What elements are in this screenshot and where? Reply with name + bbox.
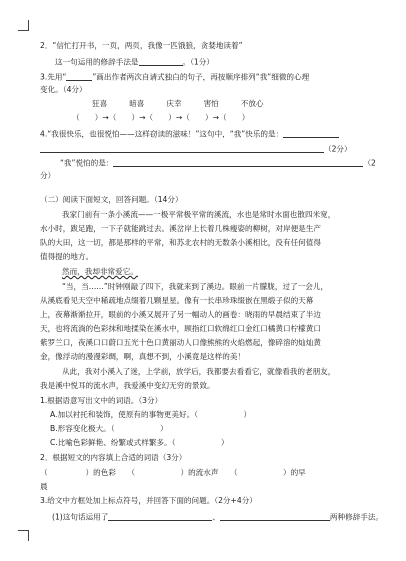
q4-answer-blank-2[interactable] [113, 158, 363, 167]
q2-prompt: 这一句运用的修辞手法是 [55, 57, 139, 67]
q2-line-1: 2．“信忙打开书，一页，两页，我像一匹饿狼，贪婪地读着” [40, 41, 243, 50]
q3-option: 狂喜 [92, 99, 108, 108]
q4-line-1 [40, 129, 339, 138]
q4-line-2 [40, 144, 352, 153]
q3-order-chain[interactable]: （ ）→（ ）→（ ）→（ ）→（ ） [72, 113, 250, 122]
passage-line: 金，像浮动的漫漫彩绸，啊，真想不到，小溪竟是这样的美！ [40, 352, 246, 361]
q3-underline-sample [66, 72, 92, 81]
question-3a-blank-1[interactable] [108, 512, 212, 521]
q2-score: 。（1分） [182, 57, 214, 67]
passage-line: 从溪底看见天空中稀疏地点缀着几颗星星。像有一长串珍珠缀嵌在黑缎子似的天幕 [40, 296, 314, 305]
question-3a-blank-2[interactable] [220, 512, 330, 521]
q2-line-2 [55, 57, 214, 66]
crop-mark-top-left [18, 20, 29, 31]
question-3a-text: (1)这句话运用了 [52, 512, 109, 522]
passage-line: 从此，我对小溪入了迷，上学前，放学后，我都要去看看它，就像看我的老朋友， [62, 367, 336, 376]
q2-answer-blank[interactable] [139, 57, 183, 66]
question-1: 1.根据语意写出文中的词语。（3分） [40, 396, 163, 405]
q3-option: 暗喜 [129, 99, 145, 108]
passage-line: 我是溪中悦耳的流水声，我爱溪中变幻无穷的景致。 [40, 381, 215, 390]
passage-line: 上，夜幕渐渐拉开，眼前的小溪又展开了另一幅动人的画卷：晓雨的早晨结束了半边 [40, 310, 321, 319]
passage-lead: 然而，我却非常爱它。 [62, 267, 138, 276]
passage-line: 水小时，跋足跑，一下子就能跳过去。溪岔岸上长着几株瘦姿的柳树，对岸便是生产 [40, 224, 321, 233]
q4-text: 4.“我很快乐，也很悦怕——这样窃读的滋味！”这句中，“我”快乐的是： [40, 129, 284, 139]
q3-line-2: 变化。（4分） [40, 85, 87, 94]
question-3a-tail: 两种修辞手法。 [329, 512, 384, 522]
passage-line: 值得提的地方。 [40, 252, 94, 261]
q3-option: 害怕 [203, 99, 219, 108]
q4-answer-blank-1[interactable] [283, 129, 339, 138]
q3-text-a: 3.先用“ [40, 72, 67, 82]
section-heading: （二）阅读下面短文，回答问题。（14分） [40, 195, 183, 204]
passage-line: 天，也将流淌的色彩抹和地揉染在溪水中，顾指红口软绵红口金红口橘黄口柠檬黄口 [40, 324, 321, 333]
passage-line: 紫罗兰口，夜溪口口蔚口五光十色口黄丽动人口像熊熊的火焰燃起，像碎溶的灿灿黄 [40, 338, 321, 347]
q3-line-1 [40, 72, 309, 81]
q3-text-b: ”画出作者两次自请式独白的句子，再按顺序排列“我”细微的心理 [92, 72, 310, 82]
crop-mark-bottom-left [18, 530, 29, 541]
q4-score: （2分） [324, 144, 352, 154]
q3-options [92, 100, 286, 108]
question-2-wrap: 晨 [40, 482, 48, 491]
question-3a-sep: 、 [212, 512, 220, 522]
q3-option: 不放心 [240, 99, 264, 108]
question-3a [52, 512, 383, 521]
question-3: 3.给文中方框处加上标点符号，并回答下面的问题。（2分+4分） [40, 496, 257, 505]
q4-line-3 [60, 158, 376, 167]
passage-line: “当，当……”时钟刚敲了四下，我就来到了溪边。眼前一片朦胧，过了一会儿， [62, 282, 329, 291]
q4-score-2: （2 [363, 158, 376, 168]
q3-option: 庆幸 [166, 99, 182, 108]
q4-line-4: 分） [40, 171, 56, 180]
question-2-blanks[interactable]: （ ）的色彩 （ ）的流水声 （ ）的早 [40, 468, 306, 477]
question-1a[interactable]: A.加以衬托和装饰，使原有的事物更美好。（ ） [50, 410, 252, 419]
passage-line: 我家门前有一条小溪流——一极平常极平常的溪流，水也是常时水面也散四米宽， [62, 210, 336, 219]
q4-answer-blank-1-cont[interactable] [40, 144, 324, 153]
question-1c[interactable]: C.比喻色彩鲜艳、纷繁或式样繁多。（ ） [50, 438, 229, 447]
passage-line: 队的大田，这一切，都是那样的平常，和苏北农村的无数条小溪相比，没有任何值得 [40, 238, 321, 247]
question-2: 2．根据短文的内容填上合适的词语（3分） [40, 453, 187, 462]
question-1b[interactable]: B.形容变化极大。（ ） [50, 424, 168, 433]
q4-text-2: “我”悦怕的是： [60, 158, 114, 168]
